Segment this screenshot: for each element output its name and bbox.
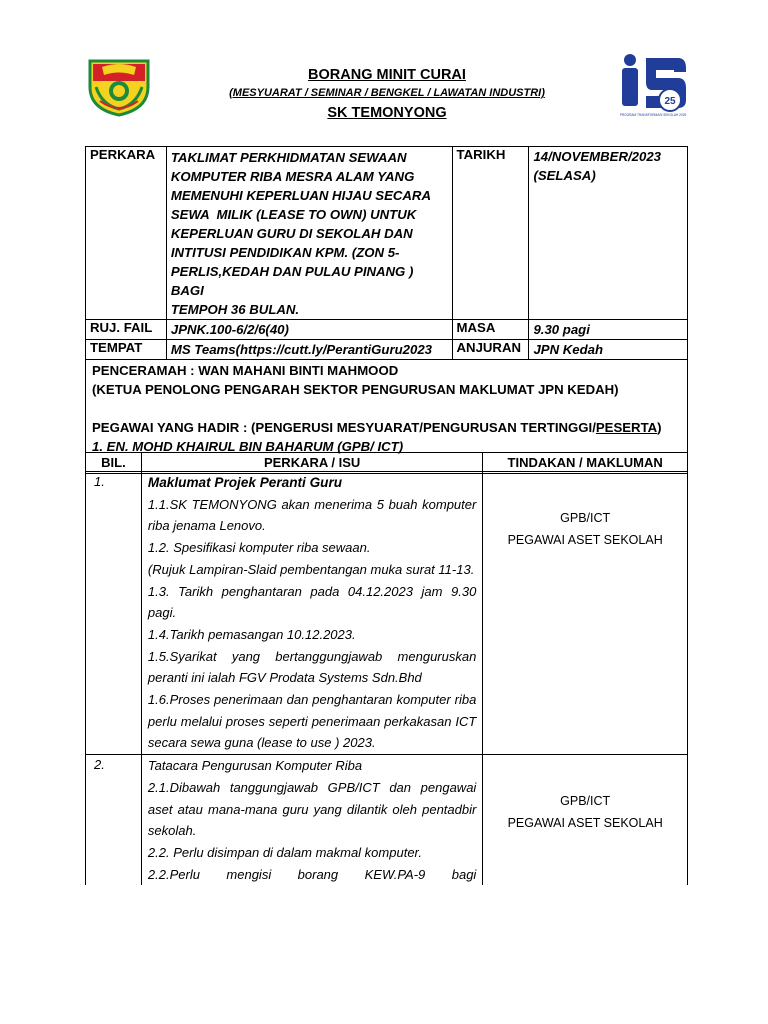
perkara-row xyxy=(86,147,688,320)
row-bil: 1. xyxy=(86,472,142,755)
issue-para: 2.1.Dibawah tanggungjawab GPB/ICT dan pengawai aset atau mana-mana guru yang dilantik oleh pentadbir sekolah. xyxy=(147,779,477,839)
program-25-logo xyxy=(616,50,690,120)
issue-para: 1.2. Spesifikasi komputer riba sewaan. xyxy=(147,540,371,556)
action-line: PEGAWAI ASET SEKOLAH xyxy=(507,532,663,547)
logo-number-text: 25 xyxy=(664,96,676,107)
issue-para: 1.1.SK TEMONYONG akan menerima 5 buah komputer riba jenama Lenovo. xyxy=(147,496,477,534)
form-subtitle: (MESYUARAT / SEMINAR / BENGKEL / LAWATAN INDUSTRI) xyxy=(229,87,545,99)
row-action xyxy=(483,755,688,886)
perkara-line: KOMPUTER RIBA MESRA ALAM YANG xyxy=(170,169,415,184)
action-line: GPB/ICT xyxy=(560,511,611,525)
issue-para: 1.6.Proses penerimaan dan penghantaran komputer riba perlu melalui proses seperti penerimaan perkakasan ICT secara sewa guna (lease to use ) 2023. xyxy=(147,692,477,751)
form-title: BORANG MINIT CURAI xyxy=(308,67,466,83)
minutes-items-table xyxy=(85,452,688,885)
school-crest-logo xyxy=(82,57,156,117)
perkara-line: KEPERLUAN GURU DI SEKOLAH DAN xyxy=(170,226,413,241)
masa-value: 9.30 pagi xyxy=(529,320,688,340)
tempat-anjuran-row xyxy=(86,340,688,360)
perkara-line: SEWA MILIK (LEASE TO OWN) UNTUK xyxy=(170,207,417,222)
col-perkara-header: PERKARA / ISU xyxy=(141,453,482,472)
info-table xyxy=(85,146,688,474)
perkara-label: PERKARA xyxy=(86,147,167,320)
tempat-value: MS Teams(https://cutt.ly/PerantiGuru2023 xyxy=(166,340,452,360)
col-bil-header: BIL. xyxy=(86,453,142,472)
issue-para: 1.3. Tarikh penghantaran pada 04.12.2023 jam 9.30 pagi. xyxy=(147,583,477,621)
perkara-line: TAKLIMAT PERKHIDMATAN SEWAAN xyxy=(170,150,407,165)
tarikh-line: 14/NOVEMBER/2023 xyxy=(533,149,661,164)
attendance-peserta: PESERTA xyxy=(595,420,658,435)
issue-title: Maklumat Projek Peranti Guru xyxy=(147,475,343,490)
ruj-fail-value: JPNK.100-6/2/6(40) xyxy=(166,320,452,340)
perkara-line: TEMPOH 36 BULAN. xyxy=(170,302,300,317)
perkara-line: PERLIS,KEDAH DAN PULAU PINANG ) BAGI xyxy=(170,264,414,298)
masa-label: MASA xyxy=(452,320,529,340)
attendance-heading xyxy=(92,418,681,437)
action-line: PEGAWAI ASET SEKOLAH xyxy=(507,815,663,830)
anjuran-label: ANJURAN xyxy=(452,340,529,360)
issue-title: Tatacara Pengurusan Komputer Riba xyxy=(147,758,363,774)
table-row xyxy=(86,472,688,755)
anjuran-value: JPN Kedah xyxy=(529,340,688,360)
attendance-suffix: ) xyxy=(657,420,662,435)
attendance-prefix: PEGAWAI YANG HADIR : (PENGERUSI MESYUARAT/PENGURUSAN TERTINGGI/ xyxy=(92,420,596,435)
row-bil: 2. xyxy=(86,755,142,886)
issue-para: 1.5.Syarikat yang bertanggungjawab menguruskan peranti ini ialah FGV Prodata Systems Sdn.Bhd xyxy=(147,648,477,686)
items-header-row xyxy=(86,453,688,472)
penceramah-role: (KETUA PENOLONG PENGARAH SEKTOR PENGURUSAN MAKLUMAT JPN KEDAH) xyxy=(92,382,619,397)
logo-caption-text: PROGRAM TRANSFORMASI SEKOLAH 2025 xyxy=(619,113,687,117)
issue-para: 1.4.Tarikh pemasangan 10.12.2023. xyxy=(147,626,356,642)
action-line: GPB/ICT xyxy=(560,794,611,809)
col-tindakan-header: TINDAKAN / MAKLUMAN xyxy=(483,453,688,472)
perkara-line: INTITUSI PENDIDIKAN KPM. (ZON 5- xyxy=(170,245,400,260)
tarikh-label: TARIKH xyxy=(452,147,529,320)
issue-para: 2.2. Perlu disimpan di dalam makmal komputer. xyxy=(147,844,423,860)
school-name: SK TEMONYONG xyxy=(327,105,447,121)
row-action xyxy=(483,472,688,755)
tarikh-line: (SELASA) xyxy=(533,168,596,183)
penceramah-name: PENCERAMAH : WAN MAHANI BINTI MAHMOOD xyxy=(92,363,399,378)
perkara-value xyxy=(166,147,452,320)
table-row xyxy=(86,755,688,886)
ruj-fail-label: RUJ. FAIL xyxy=(86,320,167,340)
issue-para: 2.2.Perlu mengisi borang KEW.PA-9 bagi xyxy=(147,866,477,882)
ruj-masa-row xyxy=(86,320,688,340)
row-issue xyxy=(141,472,482,755)
tarikh-value xyxy=(529,147,688,320)
attendee-item: 1. EN. MOHD KHAIRUL BIN BAHARUM (GPB/ ICT) xyxy=(92,439,404,454)
issue-para: (Rujuk Lampiran-Slaid pembentangan muka surat 11-13. xyxy=(147,561,475,577)
tempat-label: TEMPAT xyxy=(86,340,167,360)
perkara-line: MEMENUHI KEPERLUAN HIJAU SECARA xyxy=(170,188,431,203)
row-issue xyxy=(141,755,482,886)
